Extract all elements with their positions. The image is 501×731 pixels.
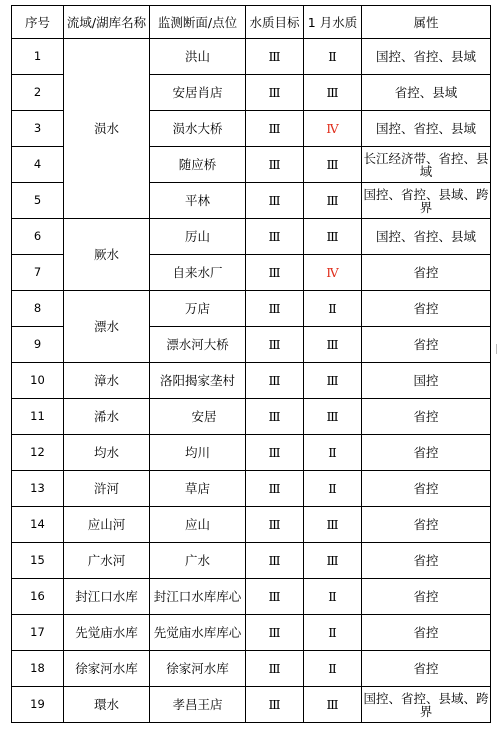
site-cell: 厉山 — [150, 219, 246, 255]
attribute-cell: 省控 — [362, 471, 491, 507]
attribute-cell: 省控 — [362, 255, 491, 291]
seq-cell: 9 — [12, 327, 64, 363]
jan-quality-cell: Ⅲ — [304, 507, 362, 543]
site-cell: 漂水河大桥 — [150, 327, 246, 363]
table-row — [12, 39, 491, 75]
seq-cell: 15 — [12, 543, 64, 579]
table-row — [12, 615, 491, 651]
attribute-cell: 省控 — [362, 615, 491, 651]
basin-cell: 漂水 — [64, 291, 150, 363]
basin-cell: 浠水 — [64, 399, 150, 435]
seq-cell: 12 — [12, 435, 64, 471]
basin-cell: 厥水 — [64, 219, 150, 291]
site-cell: 草店 — [150, 471, 246, 507]
site-cell: 自来水厂 — [150, 255, 246, 291]
table-body — [12, 39, 491, 723]
basin-cell: 浒河 — [64, 471, 150, 507]
site-cell: 封江口水库库心 — [150, 579, 246, 615]
attribute-cell: 国控、省控、县域、跨界 — [362, 687, 491, 723]
jan-quality-cell: Ⅱ — [304, 291, 362, 327]
attribute-cell: 省控 — [362, 435, 491, 471]
header-attribute: 属性 — [362, 6, 491, 39]
seq-cell: 16 — [12, 579, 64, 615]
site-cell: 洪山 — [150, 39, 246, 75]
basin-cell: 广水河 — [64, 543, 150, 579]
table-row — [12, 471, 491, 507]
jan-quality-cell: Ⅱ — [304, 471, 362, 507]
jan-quality-cell: Ⅲ — [304, 687, 362, 723]
target-quality-cell: Ⅲ — [246, 183, 304, 219]
jan-quality-cell: Ⅲ — [304, 363, 362, 399]
target-quality-cell: Ⅲ — [246, 615, 304, 651]
basin-cell: 均水 — [64, 435, 150, 471]
table-row — [12, 507, 491, 543]
basin-cell: 涢水 — [64, 39, 150, 219]
target-quality-cell: Ⅲ — [246, 543, 304, 579]
attribute-cell: 省控 — [362, 543, 491, 579]
seq-cell: 11 — [12, 399, 64, 435]
seq-cell: 6 — [12, 219, 64, 255]
seq-cell: 2 — [12, 75, 64, 111]
table-row — [12, 579, 491, 615]
site-cell: 孝昌王店 — [150, 687, 246, 723]
jan-quality-cell: Ⅳ — [304, 255, 362, 291]
header-seq: 序号 — [12, 6, 64, 39]
basin-cell: 漳水 — [64, 363, 150, 399]
table-row — [12, 687, 491, 723]
attribute-cell: 国控、省控、县域 — [362, 219, 491, 255]
jan-quality-cell: Ⅱ — [304, 615, 362, 651]
jan-quality-cell: Ⅲ — [304, 399, 362, 435]
seq-cell: 8 — [12, 291, 64, 327]
target-quality-cell: Ⅲ — [246, 327, 304, 363]
basin-cell: 封江口水库 — [64, 579, 150, 615]
site-cell: 先觉庙水库库心 — [150, 615, 246, 651]
attribute-cell: 省控 — [362, 651, 491, 687]
seq-cell: 4 — [12, 147, 64, 183]
table-row — [12, 399, 491, 435]
target-quality-cell: Ⅲ — [246, 435, 304, 471]
target-quality-cell: Ⅲ — [246, 579, 304, 615]
target-quality-cell: Ⅲ — [246, 39, 304, 75]
target-quality-cell: Ⅲ — [246, 75, 304, 111]
attribute-cell: 省控 — [362, 327, 491, 363]
seq-cell: 1 — [12, 39, 64, 75]
site-cell: 洛阳揭家垄村 — [150, 363, 246, 399]
site-cell: 安居 — [150, 399, 246, 435]
target-quality-cell: Ⅲ — [246, 291, 304, 327]
site-cell: 随应桥 — [150, 147, 246, 183]
attribute-cell: 长江经济带、省控、县域 — [362, 147, 491, 183]
table-row — [12, 219, 491, 255]
site-cell: 安居肖店 — [150, 75, 246, 111]
attribute-cell: 国控 — [362, 363, 491, 399]
jan-quality-cell: Ⅲ — [304, 543, 362, 579]
table-row — [12, 291, 491, 327]
jan-quality-cell: Ⅱ — [304, 651, 362, 687]
seq-cell: 17 — [12, 615, 64, 651]
header-basin: 流域/湖库名称 — [64, 6, 150, 39]
attribute-cell: 国控、省控、县域、跨界 — [362, 183, 491, 219]
target-quality-cell: Ⅲ — [246, 147, 304, 183]
site-cell: 万店 — [150, 291, 246, 327]
target-quality-cell: Ⅲ — [246, 651, 304, 687]
basin-cell: 应山河 — [64, 507, 150, 543]
header-site: 监测断面/点位 — [150, 6, 246, 39]
seq-cell: 19 — [12, 687, 64, 723]
table-row — [12, 435, 491, 471]
site-cell: 均川 — [150, 435, 246, 471]
target-quality-cell: Ⅲ — [246, 471, 304, 507]
water-quality-table — [11, 5, 491, 723]
seq-cell: 3 — [12, 111, 64, 147]
site-cell: 应山 — [150, 507, 246, 543]
jan-quality-cell: Ⅱ — [304, 579, 362, 615]
jan-quality-cell: Ⅲ — [304, 147, 362, 183]
target-quality-cell: Ⅲ — [246, 687, 304, 723]
seq-cell: 18 — [12, 651, 64, 687]
site-cell: 平林 — [150, 183, 246, 219]
jan-quality-cell: Ⅲ — [304, 219, 362, 255]
target-quality-cell: Ⅲ — [246, 507, 304, 543]
jan-quality-cell: Ⅳ — [304, 111, 362, 147]
basin-cell: 環水 — [64, 687, 150, 723]
attribute-cell: 省控 — [362, 399, 491, 435]
seq-cell: 13 — [12, 471, 64, 507]
target-quality-cell: Ⅲ — [246, 111, 304, 147]
attribute-cell: 国控、省控、县域 — [362, 39, 491, 75]
jan-quality-cell: Ⅲ — [304, 327, 362, 363]
table-row — [12, 543, 491, 579]
jan-quality-cell: Ⅲ — [304, 183, 362, 219]
seq-cell: 5 — [12, 183, 64, 219]
seq-cell: 7 — [12, 255, 64, 291]
header-target: 水质目标 — [246, 6, 304, 39]
target-quality-cell: Ⅲ — [246, 255, 304, 291]
attribute-cell: 国控、省控、县域 — [362, 111, 491, 147]
seq-cell: 10 — [12, 363, 64, 399]
table-row — [12, 363, 491, 399]
target-quality-cell: Ⅲ — [246, 219, 304, 255]
attribute-cell: 省控、县域 — [362, 75, 491, 111]
site-cell: 涢水大桥 — [150, 111, 246, 147]
attribute-cell: 省控 — [362, 291, 491, 327]
jan-quality-cell: Ⅱ — [304, 39, 362, 75]
basin-cell: 先觉庙水库 — [64, 615, 150, 651]
target-quality-cell: Ⅲ — [246, 399, 304, 435]
target-quality-cell: Ⅲ — [246, 363, 304, 399]
attribute-cell: 省控 — [362, 507, 491, 543]
basin-cell: 徐家河水库 — [64, 651, 150, 687]
attribute-cell: 省控 — [362, 579, 491, 615]
site-cell: 广水 — [150, 543, 246, 579]
table-header-row — [12, 6, 491, 39]
header-jan-quality: 1 月水质 — [304, 6, 362, 39]
edge-mark — [496, 344, 501, 354]
table-row — [12, 651, 491, 687]
seq-cell: 14 — [12, 507, 64, 543]
site-cell: 徐家河水库 — [150, 651, 246, 687]
jan-quality-cell: Ⅱ — [304, 435, 362, 471]
jan-quality-cell: Ⅲ — [304, 75, 362, 111]
